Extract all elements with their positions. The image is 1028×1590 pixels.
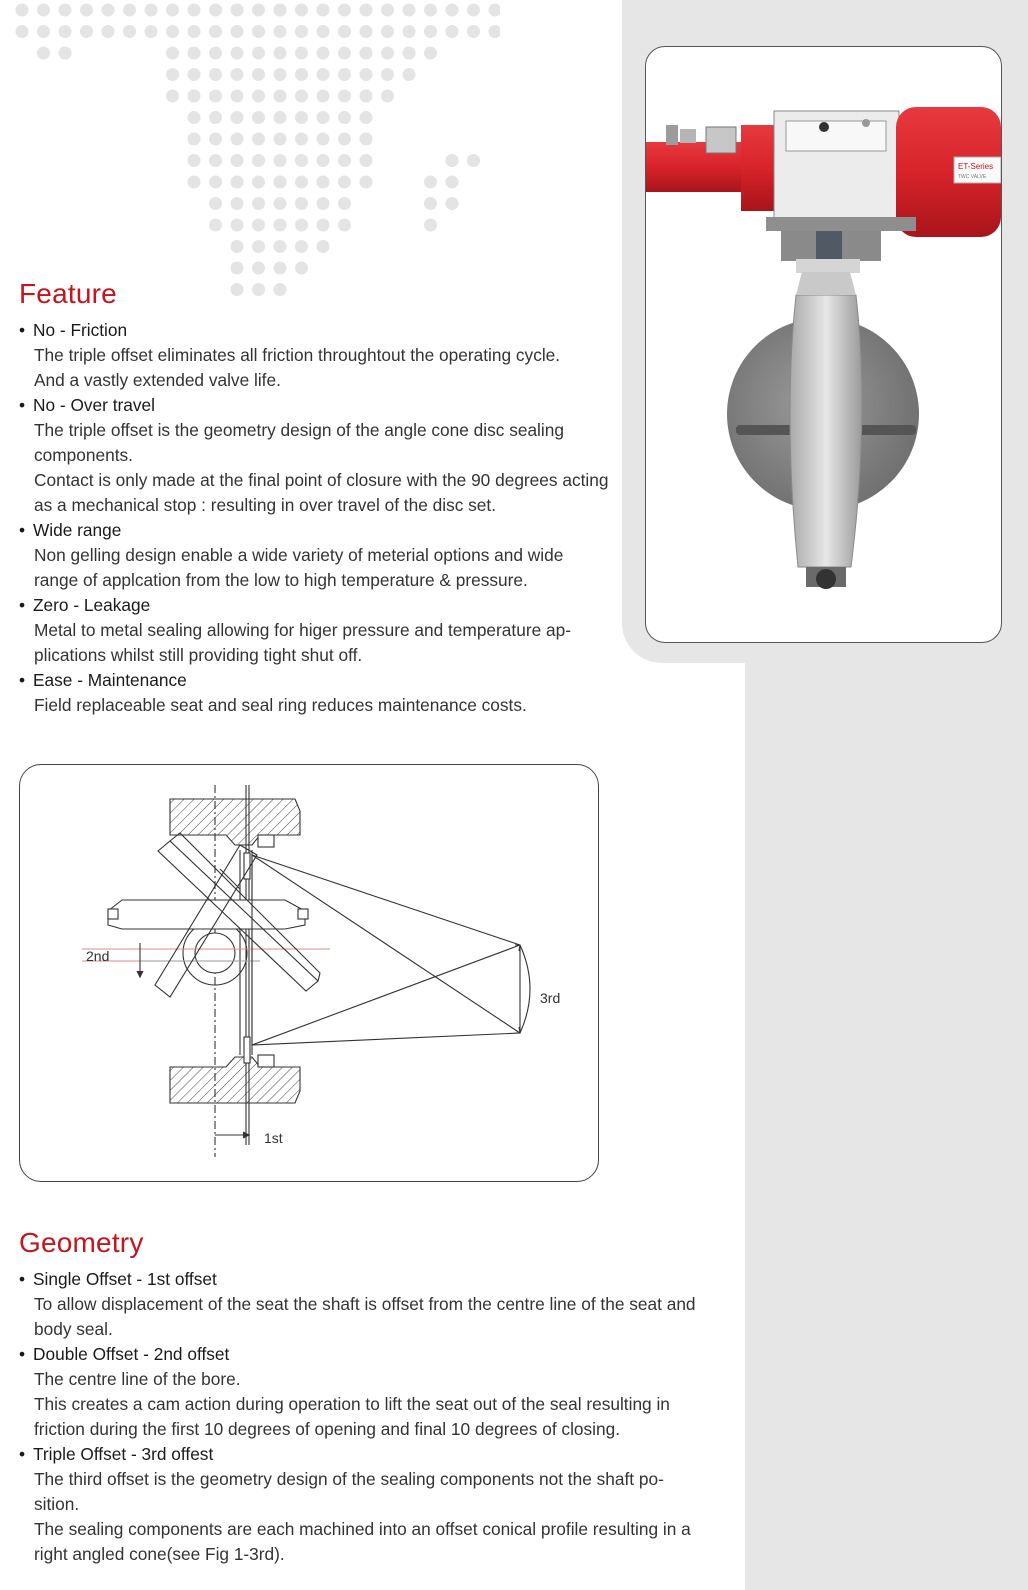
geometry-body: The third offset is the geometry design of the sealing components not the shaft po-sition. <box>34 1469 664 1514</box>
map-dot <box>188 176 201 189</box>
map-dot <box>274 154 287 167</box>
map-dot <box>166 4 179 17</box>
map-dot <box>317 47 330 60</box>
map-dot <box>231 240 244 253</box>
map-dot <box>80 25 93 38</box>
map-dot <box>252 283 265 296</box>
map-dot <box>360 25 373 38</box>
feature-item-ease-maintenance <box>19 668 609 718</box>
map-dot <box>338 154 351 167</box>
map-dot <box>467 25 480 38</box>
feature-heading: • No - Friction <box>19 318 609 343</box>
map-dot <box>274 283 287 296</box>
map-dot <box>166 25 179 38</box>
map-dot <box>80 4 93 17</box>
map-dot <box>274 197 287 210</box>
map-dot <box>166 47 179 60</box>
map-dot <box>338 4 351 17</box>
map-dot <box>381 90 394 103</box>
map-dot <box>188 133 201 146</box>
map-dot <box>381 68 394 81</box>
lower-flange <box>170 1057 300 1103</box>
geometry-body: To allow displacement of the seat the shaft is offset from the centre line of the seat and body seal. <box>34 1294 696 1339</box>
map-dot <box>338 111 351 124</box>
map-dot <box>16 4 29 17</box>
map-dot <box>381 4 394 17</box>
map-dot <box>37 47 50 60</box>
map-dot <box>317 154 330 167</box>
valve-photo-frame <box>645 46 1002 643</box>
disc-open-position <box>108 900 305 929</box>
map-dot <box>295 133 308 146</box>
map-dot <box>123 25 136 38</box>
map-dot <box>231 133 244 146</box>
map-dot <box>231 111 244 124</box>
map-dot <box>360 47 373 60</box>
map-dot <box>252 90 265 103</box>
map-dot <box>317 133 330 146</box>
map-dot <box>274 176 287 189</box>
map-dot <box>317 219 330 232</box>
map-dot <box>188 154 201 167</box>
map-dot <box>317 197 330 210</box>
nameplate-text: ET-Series <box>958 162 994 171</box>
map-dot <box>295 154 308 167</box>
map-dot <box>403 4 416 17</box>
map-dot <box>489 4 501 17</box>
map-dot <box>252 47 265 60</box>
map-dot <box>252 25 265 38</box>
map-dot <box>231 262 244 275</box>
map-dot <box>209 133 222 146</box>
geometry-item-single-offset <box>19 1267 705 1342</box>
map-dot <box>317 176 330 189</box>
map-dot <box>252 262 265 275</box>
feature-item-wide-range <box>19 518 609 593</box>
valve-photo <box>646 47 1001 642</box>
map-dot <box>338 25 351 38</box>
map-dot <box>295 111 308 124</box>
map-dot <box>274 25 287 38</box>
feature-heading: • Zero - Leakage <box>19 593 609 618</box>
map-dot <box>188 90 201 103</box>
map-dot <box>231 25 244 38</box>
map-dot <box>295 197 308 210</box>
label-2nd: 2nd <box>86 948 110 964</box>
map-dot <box>231 68 244 81</box>
map-dot <box>209 219 222 232</box>
map-dot <box>274 262 287 275</box>
map-dot <box>166 90 179 103</box>
map-dot <box>446 154 459 167</box>
feature-heading: • Ease - Maintenance <box>19 668 609 693</box>
map-dot <box>274 111 287 124</box>
map-dot <box>338 197 351 210</box>
map-dot <box>231 283 244 296</box>
map-dot <box>252 133 265 146</box>
map-dot <box>252 176 265 189</box>
map-dot <box>403 25 416 38</box>
map-dot <box>446 197 459 210</box>
offset-geometry-diagram <box>20 765 598 1181</box>
map-dot <box>403 68 416 81</box>
map-dot <box>424 47 437 60</box>
map-dot <box>446 25 459 38</box>
map-dot <box>338 219 351 232</box>
geometry-body: The sealing components are each machined into an offset conical profile resulting in a right angled cone(see Fig 1-3rd). <box>34 1519 691 1564</box>
feature-body: Contact is only made at the final point of closure with the 90 degrees acting as a mechanical stop : resulting in over travel of the disc set. <box>34 470 609 515</box>
map-dot <box>360 176 373 189</box>
map-dot <box>102 25 115 38</box>
map-dot <box>123 4 136 17</box>
map-dot <box>188 68 201 81</box>
map-dot <box>209 197 222 210</box>
feature-item-zero-leakage <box>19 593 609 668</box>
map-dot <box>360 90 373 103</box>
map-dot <box>317 90 330 103</box>
map-dot <box>145 4 158 17</box>
map-dot <box>338 90 351 103</box>
feature-body: The triple offset is the geometry design of the angle cone disc sealing components. <box>34 420 564 465</box>
map-dot <box>231 47 244 60</box>
map-dot <box>424 197 437 210</box>
map-dot <box>338 133 351 146</box>
map-dot <box>37 4 50 17</box>
map-dot <box>424 219 437 232</box>
map-dot <box>252 68 265 81</box>
map-dot <box>231 219 244 232</box>
map-dot <box>231 197 244 210</box>
feature-body: The triple offset eliminates all friction throughtout the operating cycle. <box>34 345 561 365</box>
map-dot <box>231 90 244 103</box>
map-dot <box>295 219 308 232</box>
map-dot <box>424 176 437 189</box>
map-dot <box>209 176 222 189</box>
map-dot <box>338 47 351 60</box>
map-dot <box>467 4 480 17</box>
map-dot <box>231 4 244 17</box>
map-dot <box>317 68 330 81</box>
map-dot <box>295 25 308 38</box>
map-dot <box>188 4 201 17</box>
map-dot <box>231 154 244 167</box>
map-dot <box>166 68 179 81</box>
map-dot <box>295 176 308 189</box>
map-dot <box>209 90 222 103</box>
valve-body <box>790 295 862 567</box>
map-dot <box>489 25 501 38</box>
right-angle-cone <box>252 855 520 1045</box>
map-dot <box>295 4 308 17</box>
map-dot <box>252 219 265 232</box>
map-dot <box>209 47 222 60</box>
map-dot <box>59 4 72 17</box>
map-dot <box>209 25 222 38</box>
geometry-body: The centre line of the bore. <box>34 1369 241 1389</box>
map-dot <box>360 111 373 124</box>
map-dot <box>188 47 201 60</box>
feature-item-no-friction <box>19 318 609 393</box>
geometry-title: Geometry <box>19 1227 144 1258</box>
map-dot <box>16 25 29 38</box>
map-dot <box>317 4 330 17</box>
map-dot <box>274 47 287 60</box>
map-dot <box>295 47 308 60</box>
map-dot <box>295 240 308 253</box>
label-1st: 1st <box>264 1130 283 1146</box>
map-dot <box>274 68 287 81</box>
geometry-item-triple-offset <box>19 1442 705 1567</box>
map-dot <box>424 4 437 17</box>
map-dot <box>446 4 459 17</box>
map-dot <box>274 4 287 17</box>
map-dot <box>338 176 351 189</box>
map-dot <box>274 219 287 232</box>
map-dot <box>209 4 222 17</box>
map-dot <box>252 240 265 253</box>
feature-heading: • Wide range <box>19 518 609 543</box>
map-dot <box>209 68 222 81</box>
map-dot <box>317 111 330 124</box>
map-dot <box>381 25 394 38</box>
map-dot <box>231 176 244 189</box>
geometry-heading: • Double Offset - 2nd offset <box>19 1342 705 1367</box>
map-dot <box>317 25 330 38</box>
geometry-list <box>19 1267 705 1567</box>
map-dot <box>295 68 308 81</box>
map-dot <box>295 262 308 275</box>
map-dot <box>403 47 416 60</box>
feature-body: Non gelling design enable a wide variety of meterial options and wide range of applcation from the low to high temperature & pressure. <box>34 545 564 590</box>
map-dot <box>102 4 115 17</box>
map-dot <box>360 68 373 81</box>
map-dot <box>188 25 201 38</box>
map-dot <box>295 90 308 103</box>
map-dot <box>338 68 351 81</box>
map-dot <box>37 25 50 38</box>
map-dot <box>381 47 394 60</box>
map-dot <box>252 154 265 167</box>
feature-body: Field replaceable seat and seal ring reduces maintenance costs. <box>34 695 527 715</box>
feature-heading: • No - Over travel <box>19 393 609 418</box>
geometry-item-double-offset <box>19 1342 705 1442</box>
feature-item-no-over-travel <box>19 393 609 518</box>
feature-body: And a vastly extended valve life. <box>34 370 281 390</box>
map-dot <box>59 47 72 60</box>
map-dot <box>274 133 287 146</box>
map-dot <box>317 240 330 253</box>
map-dot <box>446 176 459 189</box>
feature-title: Feature <box>19 278 117 309</box>
geometry-heading: • Single Offset - 1st offset <box>19 1267 705 1292</box>
map-dot <box>188 111 201 124</box>
map-dot <box>360 154 373 167</box>
map-dot <box>209 111 222 124</box>
map-dot <box>424 25 437 38</box>
map-dot <box>145 25 158 38</box>
label-3rd: 3rd <box>540 990 561 1006</box>
map-dot <box>209 154 222 167</box>
map-dot <box>274 90 287 103</box>
geometry-heading: • Triple Offset - 3rd offest <box>19 1442 705 1467</box>
upper-flange <box>170 799 300 845</box>
map-dot <box>360 4 373 17</box>
offset-diagram-frame <box>19 764 599 1182</box>
feature-body: Metal to metal sealing allowing for higer pressure and temperature ap-plications whilst still providing tight shut off. <box>34 620 571 665</box>
map-dot <box>360 133 373 146</box>
map-dot <box>274 240 287 253</box>
map-dot <box>252 111 265 124</box>
nameplate-subtext: TWC VALVE <box>958 174 987 180</box>
map-dot <box>59 25 72 38</box>
map-dot <box>467 154 480 167</box>
map-dot <box>252 197 265 210</box>
geometry-body: This creates a cam action during operation to lift the seat out of the seal resulting in friction during the first 10 degrees of opening and final 10 degrees of closing. <box>34 1394 670 1439</box>
map-dot <box>252 4 265 17</box>
feature-list <box>19 318 609 718</box>
